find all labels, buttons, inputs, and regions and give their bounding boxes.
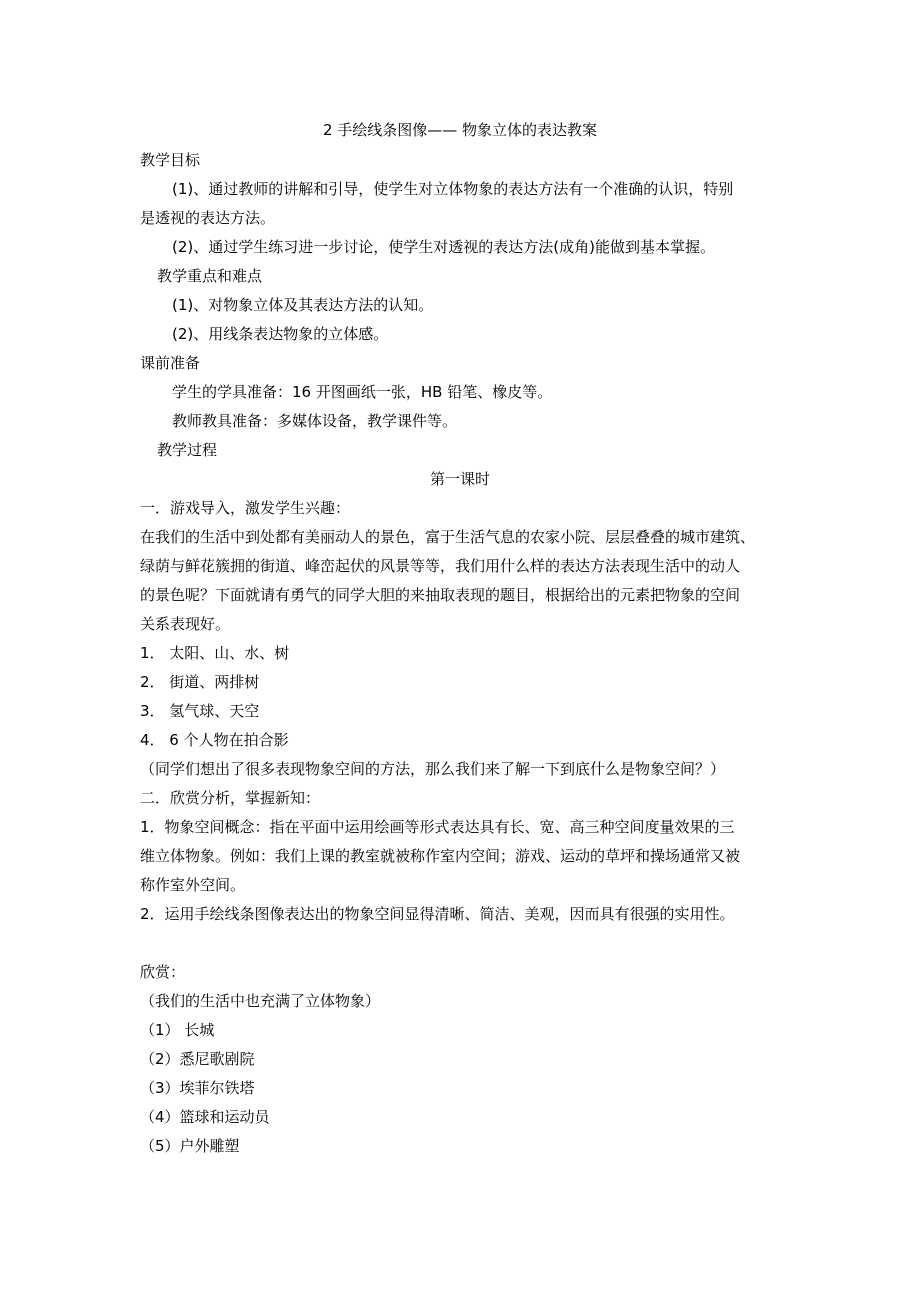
preparation-heading: 课前准备 [140,354,201,372]
topic-item: 3． 氢气球、天空 [140,702,260,720]
document-title: 2 手绘线条图像—— 物象立体的表达教案 [322,121,598,139]
concept-line-3: 称作室外空间。 [140,876,246,894]
goal-1-line-2: 是透视的表达方法。 [140,209,276,227]
example-item: （5）户外雕塑 [140,1137,240,1155]
process-heading: 教学过程 [157,441,218,459]
example-item: （2）悉尼歌剧院 [140,1050,255,1068]
topic-item: 2． 街道、两排树 [140,673,260,691]
example-item: （4）篮球和运动员 [140,1108,270,1126]
appreciate-heading: 欣赏： [140,963,186,981]
concept-line-1: 1．物象空间概念：指在平面中运用绘画等形式表达具有长、宽、高三种空间度量效果的三 [140,818,735,836]
example-item: （1） 长城 [140,1021,215,1039]
key-points-heading: 教学重点和难点 [157,267,263,285]
goal-1-line-1: (1)、通过教师的讲解和引导，使学生对立体物象的表达方法有一个准确的认识，特别 [172,180,734,198]
part1-note: （同学们想出了很多表现物象空间的方法，那么我们来了解一下到底什么是物象空间？） [140,760,726,778]
concept-line-2: 维立体物象。例如：我们上课的教室就被称作室内空间；游戏、运动的草坪和操场通常又被 [140,847,741,865]
goal-2: (2)、通过学生练习进一步讨论，使学生对透视的表达方法(成角)能做到基本掌握。 [172,238,715,256]
goals-heading: 教学目标 [140,151,201,169]
preparation-teacher: 教师教具准备：多媒体设备，教学课件等。 [172,412,458,430]
part1-heading: 一．游戏导入，激发学生兴趣： [140,499,351,517]
part2-heading: 二．欣赏分析，掌握新知： [140,789,321,807]
part1-paragraph-line-2: 绿荫与鲜花簇拥的街道、峰峦起伏的风景等等，我们用什么样的表达方法表现生活中的动人 [140,557,741,575]
topic-item: 1． 太阳、山、水、树 [140,644,290,662]
key-point-2: (2)、用线条表达物象的立体感。 [172,325,389,343]
concept-2: 2．运用手绘线条图像表达出的物象空间显得清晰、简洁、美观，因而具有很强的实用性。 [140,905,735,923]
lesson-title: 第一课时 [429,470,490,488]
part1-paragraph-line-4: 关系表现好。 [140,615,231,633]
key-point-1: (1)、对物象立体及其表达方法的认知。 [172,296,434,314]
preparation-student: 学生的学具准备：16 开图画纸一张，HB 铅笔、橡皮等。 [172,383,553,401]
part1-paragraph-line-1: 在我们的生活中到处都有美丽动人的景色，富于生活气息的农家小院、层层叠叠的城市建筑、 [140,528,756,546]
appreciate-note: （我们的生活中也充满了立体物象） [140,992,381,1010]
example-item: （3）埃菲尔铁塔 [140,1079,255,1097]
part1-paragraph-line-3: 的景色呢？下面就请有勇气的同学大胆的来抽取表现的题目，根据给出的元素把物象的空间 [140,586,741,604]
topic-item: 4． 6 个人物在拍合影 [140,731,289,749]
